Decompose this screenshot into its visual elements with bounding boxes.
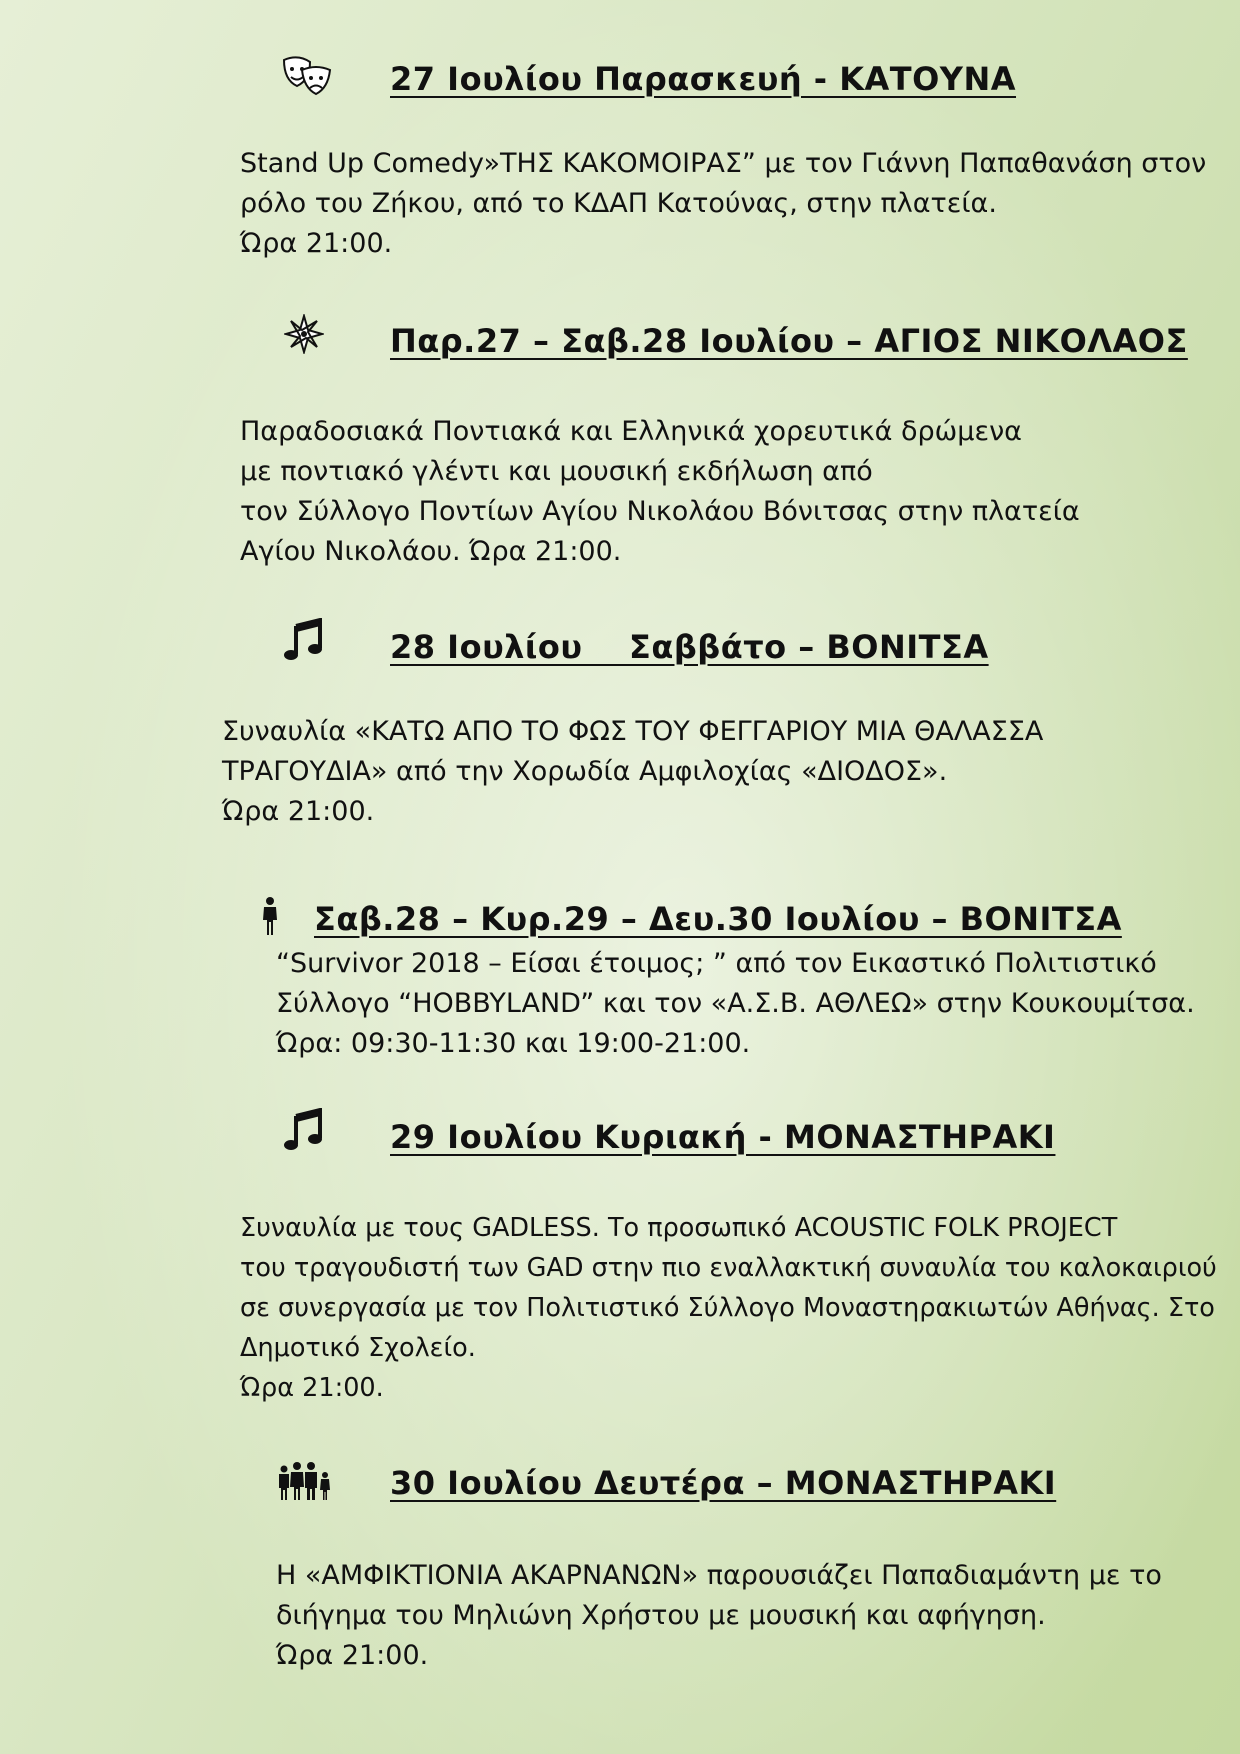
event-description: Παραδοσιακά Ποντιακά και Ελληνικά χορευτικά δρώμενα με ποντιακό γλέντι και μουσική εκδήλωση από τον Σύλλογο Ποντίων Αγίου Νικολάου Βόνιτσας στην πλατεία Αγίου Νικολάου. Ώρα 21:00.: [240, 416, 1080, 567]
event-description: Συναυλία με τους GADLESS. Το προσωπικό ACOUSTIC FOLK PROJECT του τραγουδιστή των GAD στην πιο εναλλακτική συναυλία του καλοκαιριού σε συνεργασία με τον Πολιτιστικό Σύλλογο Μοναστηρακιωτών Αθήνας. Στο Δημοτικό Σχολείο. Ώρα 21:00.: [240, 1213, 1217, 1403]
theater-masks-icon: [280, 56, 334, 98]
family-icon: [278, 1462, 332, 1502]
event-heading: 28 Ιουλίου Σαββάτο – ΒΟΝΙΤΣΑ: [390, 628, 989, 666]
music-note-icon: [284, 1108, 324, 1152]
event-heading: 30 Ιουλίου Δευτέρα – ΜΟΝΑΣΤΗΡΑΚΙ: [390, 1464, 1057, 1502]
event-description: Stand Up Comedy»ΤΗΣ ΚΑΚΟΜΟΙΡΑΣ” με τον Γιάννη Παπαθανάση στον ρόλο του Ζήκου, από το ΚΔΑΠ Κατούνας, στην πλατεία. Ώρα 21:00.: [240, 148, 1207, 259]
event-heading: 27 Ιουλίου Παρασκευή - ΚΑΤΟΥΝΑ: [390, 60, 1017, 98]
event-description: “Survivor 2018 – Είσαι έτοιμος; ” από τον Εικαστικό Πολιτιστικό Σύλλογο “HOBBYLAND” και τον «Α.Σ.Β. ΑΘΛΕΩ» στην Κουκουμίτσα. Ώρα: 09:30-11:30 και 19:00-21:00.: [276, 948, 1195, 1059]
event-heading: 29 Ιουλίου Κυριακή - ΜΟΝΑΣΤΗΡΑΚΙ: [390, 1118, 1056, 1156]
person-icon: [260, 896, 280, 936]
event-heading: Παρ.27 – Σαβ.28 Ιουλίου – ΑΓΙΟΣ ΝΙΚΟΛΑΟΣ: [390, 322, 1188, 360]
music-note-icon: [284, 618, 324, 662]
event-description: Η «ΑΜΦΙΚΤΙΟΝΙΑ ΑΚΑΡΝΑΝΩΝ» παρουσιάζει Παπαδιαμάντη με το διήγημα του Μηλιώνη Χρήστου με μουσική και αφήγηση. Ώρα 21:00.: [276, 1560, 1162, 1671]
event-heading: Σαβ.28 – Κυρ.29 – Δευ.30 Ιουλίου – ΒΟΝΙΤΣΑ: [314, 900, 1122, 938]
star-flower-icon: [284, 314, 324, 354]
event-description: Συναυλία «ΚΑΤΩ ΑΠΟ ΤΟ ΦΩΣ ΤΟΥ ΦΕΓΓΑΡΙΟΥ ΜΙΑ ΘΑΛΑΣΣΑ ΤΡΑΓΟΥΔΙΑ» από την Χορωδία Αμφιλοχίας «ΔΙΟΔΟΣ». Ώρα 21:00.: [222, 716, 1044, 827]
